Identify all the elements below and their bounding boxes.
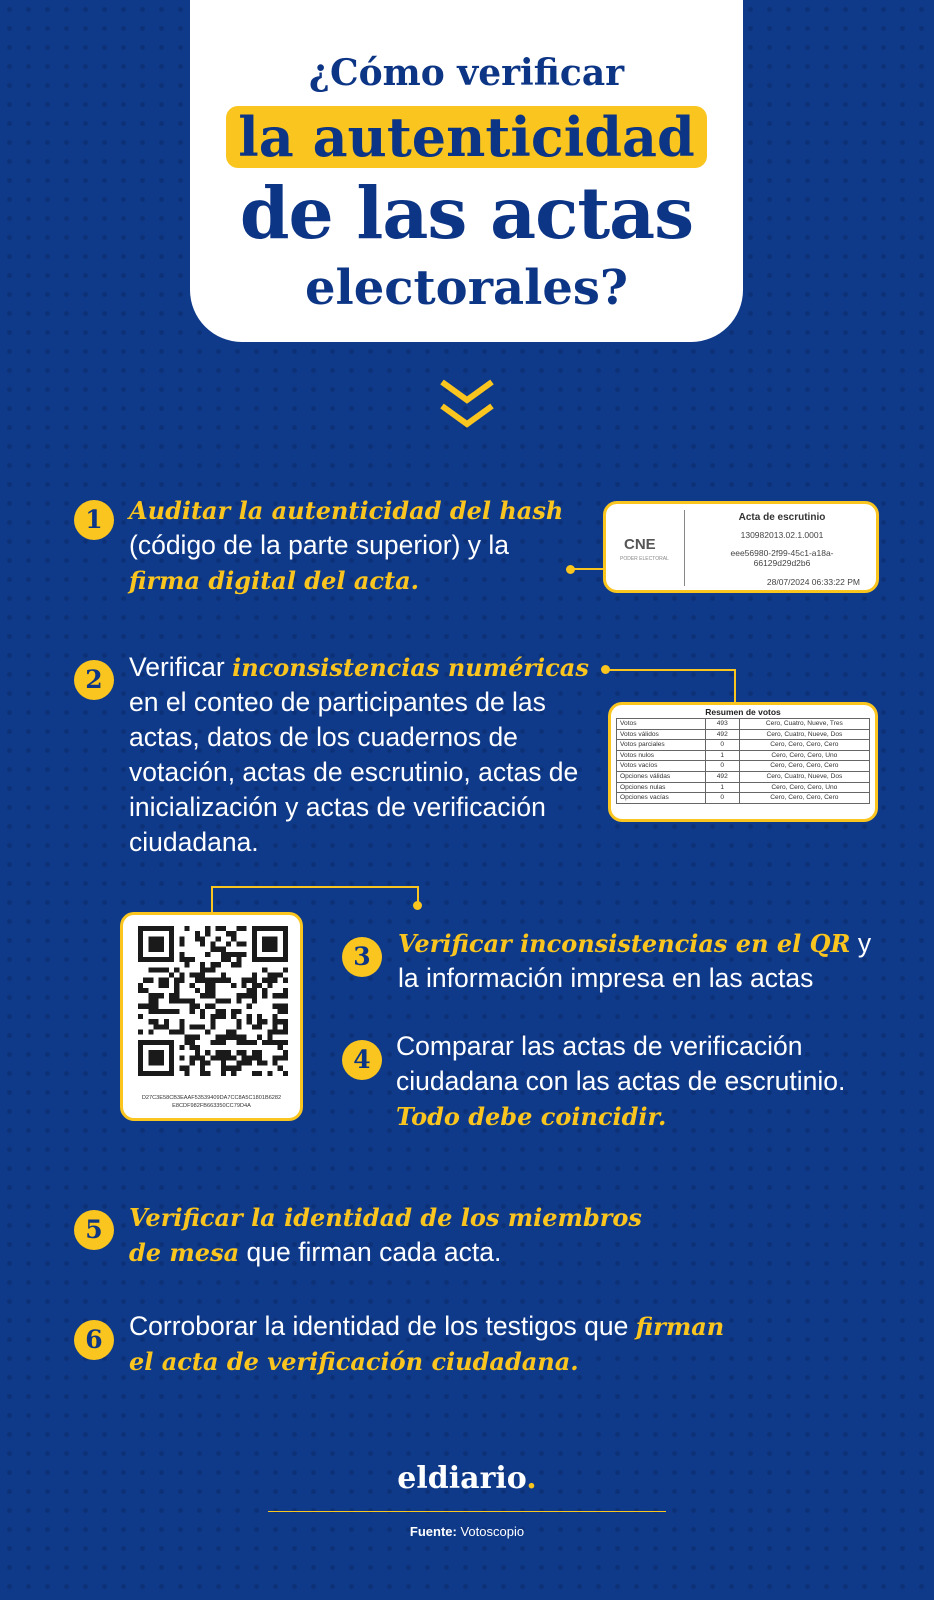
- qr-code-text: [127, 1094, 296, 1110]
- step-3-text-a: y la información impresa en las actas: [398, 928, 872, 993]
- votes-table-cell: 1: [705, 782, 739, 793]
- step-1-highlight-b: firma digital del acta.: [129, 566, 419, 595]
- step-1-text: [129, 493, 589, 598]
- votes-table-cell: 0: [705, 740, 739, 751]
- title-card: [190, 0, 743, 342]
- hash-card-date: 28/07/2024 06:33:22 PM: [766, 577, 860, 587]
- eldiario-logo-dot: .: [526, 1461, 537, 1496]
- title-line-3: de las actas: [239, 171, 694, 255]
- step-number-4: 4: [342, 1040, 382, 1080]
- source-value: Votoscopio: [456, 1524, 525, 1539]
- votes-table-cell: Cero, Cero, Cero, Cero: [739, 761, 869, 772]
- hash-card-code: 130982013.02.1.0001: [740, 530, 824, 540]
- votes-table-cell: Cero, Cuatro, Nueve, Tres: [739, 719, 869, 730]
- votes-table-cell: 0: [705, 793, 739, 804]
- title-line-2: la autenticidad: [226, 106, 707, 168]
- step-2-text: [129, 650, 599, 860]
- step-number-2: 2: [74, 660, 114, 700]
- step-4-highlight-a: Todo debe coincidir.: [396, 1102, 667, 1131]
- votes-table-row: [617, 793, 870, 804]
- step-3-highlight-a: Verificar inconsistencias en el QR: [398, 929, 851, 958]
- votes-table-cell: Votos parciales: [617, 740, 706, 751]
- step-number-3: 3: [342, 937, 382, 977]
- step-5-text: [129, 1200, 649, 1270]
- votes-table-row: [617, 719, 870, 730]
- votes-table-cell: Cero, Cero, Cero, Uno: [739, 782, 869, 793]
- step-6-highlight-a: firman el acta de verificación ciudadana.: [129, 1312, 725, 1376]
- votes-table-cell: Votos: [617, 719, 706, 730]
- cne-logo: [620, 530, 680, 566]
- votes-table-cell: Cero, Cuatro, Nueve, Dos: [739, 729, 869, 740]
- votes-table-cell: Votos nulos: [617, 750, 706, 761]
- votes-table-cell: Opciones vacías: [617, 793, 706, 804]
- step-4-text: [396, 1029, 866, 1134]
- step-number-1: 1: [74, 500, 114, 540]
- votes-table-cell: Cero, Cuatro, Nueve, Dos: [739, 771, 869, 782]
- step-6-text: [129, 1309, 729, 1379]
- votes-table-cell: 492: [705, 729, 739, 740]
- votes-table-cell: 493: [705, 719, 739, 730]
- hash-divider: [684, 510, 685, 586]
- double-chevron-down-icon: [438, 378, 496, 436]
- votes-table-cell: Cero, Cero, Cero, Cero: [739, 793, 869, 804]
- votes-table-cell: Opciones nulas: [617, 782, 706, 793]
- step-2-text-a: Verificar: [129, 652, 233, 682]
- connector-line-2a: [605, 669, 736, 671]
- source-label: Fuente:: [409, 1524, 457, 1539]
- votes-table-row: [617, 782, 870, 793]
- title-line-4: electorales?: [304, 260, 629, 316]
- title-line-1: ¿Cómo verificar: [308, 52, 625, 94]
- connector-line-3a: [211, 886, 213, 913]
- votes-card-title: Resumen de votos: [705, 707, 781, 717]
- votes-table-row: [617, 740, 870, 751]
- step-6-text-a: Corroborar la identidad de los testigos que: [129, 1311, 636, 1341]
- step-1-highlight-a: Auditar la autenticidad del hash: [129, 496, 564, 525]
- step-5-highlight-a: Verificar la identidad de los miembros de mesa: [129, 1203, 642, 1267]
- hash-line-1: eee56980-2f99-45c1-a18a-: [730, 548, 834, 558]
- footer-divider: [268, 1511, 666, 1512]
- votes-table-row: [617, 750, 870, 761]
- votes-table-row: [617, 761, 870, 772]
- connector-line-3b: [211, 886, 419, 888]
- cne-logo-sub: PODER ELECTORAL: [620, 556, 669, 562]
- step-2-text-b: en el conteo de participantes de las actas, datos de los cuadernos de votación, actas de escrutinio, actas de inicialización y actas de verificación ciudadana.: [129, 687, 579, 857]
- hash-card-title: Acta de escrutinio: [738, 512, 826, 523]
- step-3-text: [398, 926, 888, 996]
- votes-table: [616, 718, 870, 804]
- votes-table-cell: Cero, Cero, Cero, Cero: [739, 740, 869, 751]
- step-5-text-a: que firman cada acta.: [239, 1237, 502, 1267]
- qr-code-line-2: E8CDF982FB663350CC79D4A: [172, 1103, 251, 1109]
- qr-code-line-1: D27C3E58CB3EAAF53539409DA7CC8A5C1801B6282: [141, 1095, 282, 1101]
- votes-card: [608, 702, 878, 822]
- votes-table-cell: Opciones válidas: [617, 771, 706, 782]
- votes-table-row: [617, 771, 870, 782]
- hash-card: [603, 501, 879, 593]
- qr-code-icon: [138, 926, 288, 1076]
- votes-table-cell: 0: [705, 761, 739, 772]
- connector-line-2b: [734, 669, 736, 703]
- cne-logo-text: CNE: [624, 536, 656, 553]
- step-number-5: 5: [74, 1210, 114, 1250]
- step-1-text-a: (código de la parte superior) y la: [129, 530, 510, 560]
- eldiario-logo: [0, 1461, 934, 1496]
- votes-table-cell: 492: [705, 771, 739, 782]
- hash-line-2: 66129d29d2b6: [753, 558, 811, 568]
- connector-line-1: [570, 568, 605, 570]
- step-2-highlight-a: inconsistencias numéricas: [232, 653, 589, 682]
- qr-card: [120, 912, 303, 1121]
- hash-card-hash: [688, 548, 876, 568]
- step-4-text-a: Comparar las actas de verificación ciudadana con las actas de escrutinio.: [396, 1031, 846, 1096]
- eldiario-logo-text: eldiario: [397, 1461, 527, 1496]
- votes-table-cell: Votos válidos: [617, 729, 706, 740]
- votes-table-cell: Cero, Cero, Cero, Uno: [739, 750, 869, 761]
- votes-table-cell: Votos vacíos: [617, 761, 706, 772]
- connector-dot-3: [413, 901, 422, 910]
- step-number-6: 6: [74, 1320, 114, 1360]
- votes-table-row: [617, 729, 870, 740]
- source-credit: [0, 1524, 934, 1539]
- votes-table-cell: 1: [705, 750, 739, 761]
